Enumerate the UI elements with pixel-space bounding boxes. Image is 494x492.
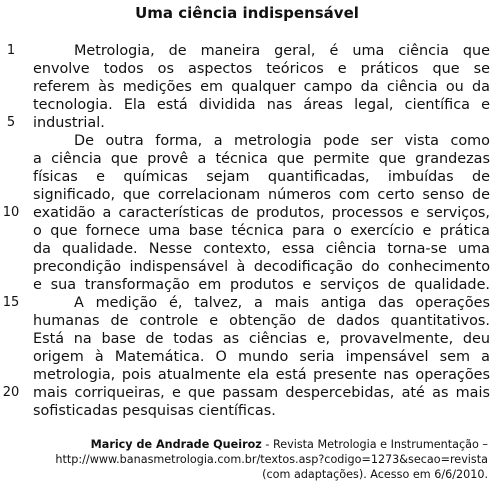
text-line: industrial. [33, 115, 105, 131]
source-author: Maricy de Andrade Queiroz [90, 438, 262, 451]
line-number-20: 20 [2, 385, 20, 400]
line-number-1: 1 [6, 43, 16, 58]
text-line: significado, que correlacionam números com certo senso de [33, 187, 490, 203]
text-line: físicas e químicas sejam quantificadas, imbuídas de [33, 169, 490, 185]
text-line: e sua transformação em produtos e serviços de qualidade. [33, 277, 490, 293]
text-line: envolve todos os aspectos teóricos e práticos que se [33, 61, 490, 77]
text-line: Metrologia, de maneira geral, é uma ciência que [74, 43, 490, 59]
text-line: precondição indispensável à decodificação do conhecimento [33, 259, 490, 275]
text-line: sofisticadas pesquisas científicas. [33, 403, 276, 419]
text-line: exatidão a características de produtos, processos e serviços, [33, 205, 490, 221]
text-line: origem à Matemática. O mundo seria impensável sem a [33, 349, 490, 365]
text-line: da qualidade. Nesse contexto, essa ciência torna-se uma [33, 241, 490, 257]
source-citation [8, 437, 488, 452]
line-number-10: 10 [2, 205, 20, 220]
line-number-15: 15 [2, 295, 20, 310]
line-number-5: 5 [6, 115, 16, 130]
source-note: (com adaptações). Acesso em 6/6/2010. [262, 468, 488, 481]
text-line: o que fornece uma base técnica para o exercício e prática [33, 223, 490, 239]
text-line: humanas de controle e obtenção de dados quantitativos. [33, 313, 490, 329]
source-publication: - Revista Metrologia e Instrumentação – [261, 438, 488, 451]
text-line: Está na base de todas as ciências e, provavelmente, deu [33, 331, 490, 347]
source-url: http://www.banasmetrologia.com.br/textos.asp?codigo=1273&secao=revista [55, 453, 488, 466]
text-line: referem às medições em qualquer campo da ciência ou da [33, 79, 490, 95]
text-line: a ciência que provê a técnica que permite que grandezas [33, 151, 490, 167]
text-line: metrologia, pois atualmente ela está presente nas operações [33, 367, 490, 383]
text-line: mais corriqueiras, e que passam despercebidas, até as mais [33, 385, 490, 401]
text-line: tecnologia. Ela está dividida nas áreas legal, científica e [33, 97, 490, 113]
article-title: Uma ciência indispensável [135, 4, 359, 22]
text-line: A medição é, talvez, a mais antiga das operações [74, 295, 490, 311]
text-line: De outra forma, a metrologia pode ser vista como [74, 133, 490, 149]
